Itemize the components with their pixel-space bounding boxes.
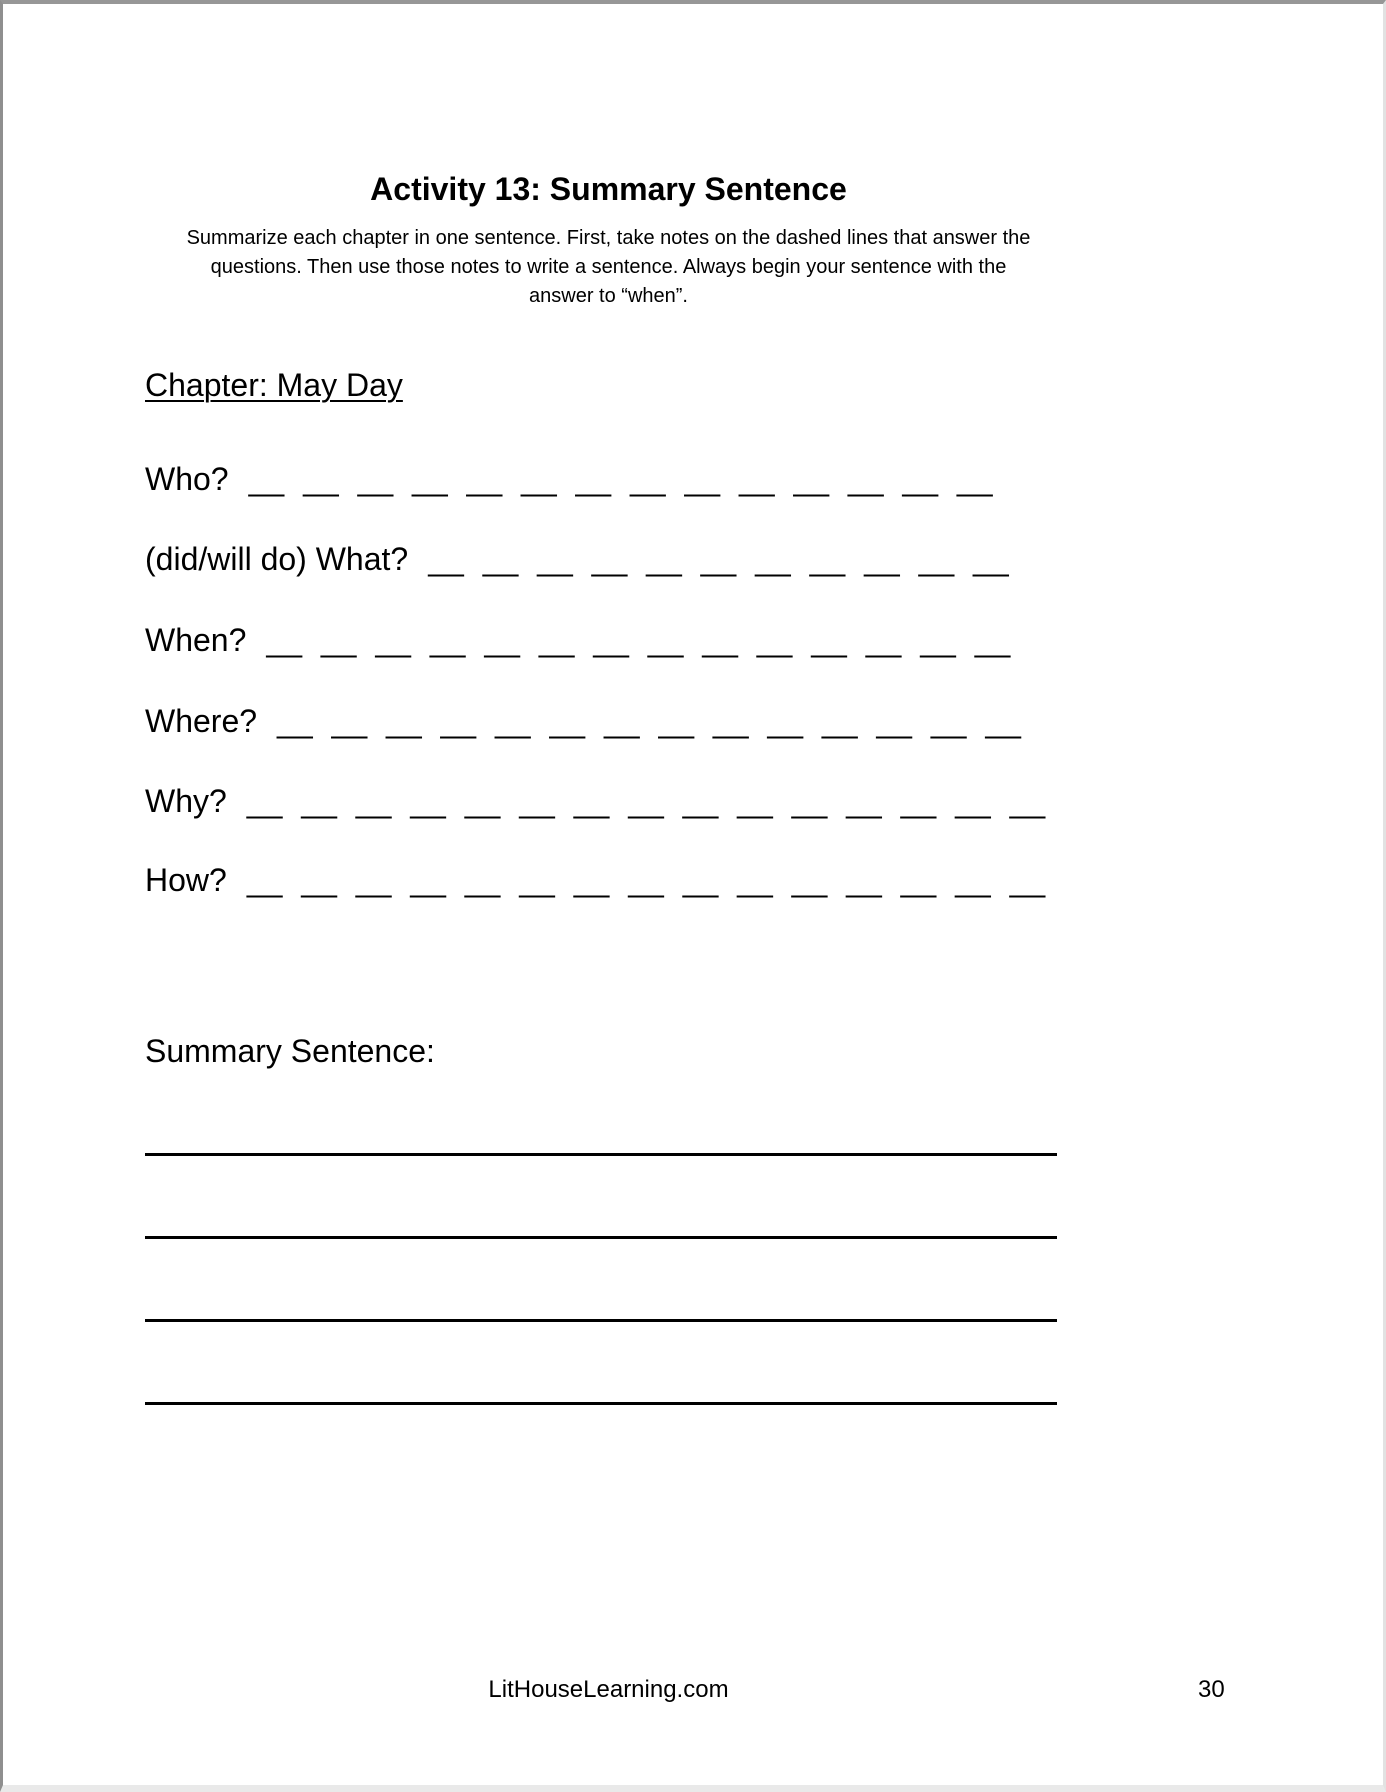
summary-sentence-label: Summary Sentence: xyxy=(145,1033,435,1069)
answer-dashes-who: __ __ __ __ __ __ __ __ __ __ __ __ __ __ xyxy=(248,461,993,497)
question-label-how: How? xyxy=(145,862,227,898)
answer-dashes-what: __ __ __ __ __ __ __ __ __ __ __ xyxy=(428,541,1009,577)
answer-dashes-why: __ __ __ __ __ __ __ __ __ __ __ __ __ __ __ xyxy=(246,783,1046,819)
question-label-why: Why? xyxy=(145,783,227,819)
question-label-who: Who? xyxy=(145,461,229,497)
summary-line xyxy=(145,1319,1057,1322)
summary-line xyxy=(145,1236,1057,1239)
summary-line xyxy=(145,1402,1057,1405)
chapter-heading: Chapter: May Day xyxy=(145,367,403,403)
instructions-line-2: questions. Then use those notes to write a sentence. Always begin your sentence with the xyxy=(210,256,1007,278)
question-row-how xyxy=(145,861,1045,899)
answer-dashes-how: __ __ __ __ __ __ __ __ __ __ __ __ __ __ __ xyxy=(246,862,1046,898)
question-row-when xyxy=(145,621,1010,659)
question-row-why xyxy=(145,782,1045,820)
chapter-heading-row xyxy=(145,366,403,404)
instructions-line-1: Summarize each chapter in one sentence. First, take notes on the dashed lines that answer the xyxy=(186,227,1031,249)
instructions xyxy=(145,224,1072,311)
question-label-when: When? xyxy=(145,622,247,658)
question-row-who xyxy=(145,460,992,498)
summary-line xyxy=(145,1153,1057,1156)
question-row-where xyxy=(145,702,1021,740)
footer-page-number: 30 xyxy=(1198,1676,1225,1703)
question-label-what: (did/will do) What? xyxy=(145,541,409,577)
page-title: Activity 13: Summary Sentence xyxy=(370,171,847,207)
instructions-line-3: answer to “when”. xyxy=(529,285,688,307)
answer-dashes-where: __ __ __ __ __ __ __ __ __ __ __ __ __ __ xyxy=(277,703,1021,739)
footer-site: LitHouseLearning.com xyxy=(488,1676,729,1703)
question-label-where: Where? xyxy=(145,703,258,739)
answer-dashes-when: __ __ __ __ __ __ __ __ __ __ __ __ __ __ xyxy=(266,622,1011,658)
page-content xyxy=(145,4,1225,1785)
question-row-what xyxy=(145,540,1009,578)
